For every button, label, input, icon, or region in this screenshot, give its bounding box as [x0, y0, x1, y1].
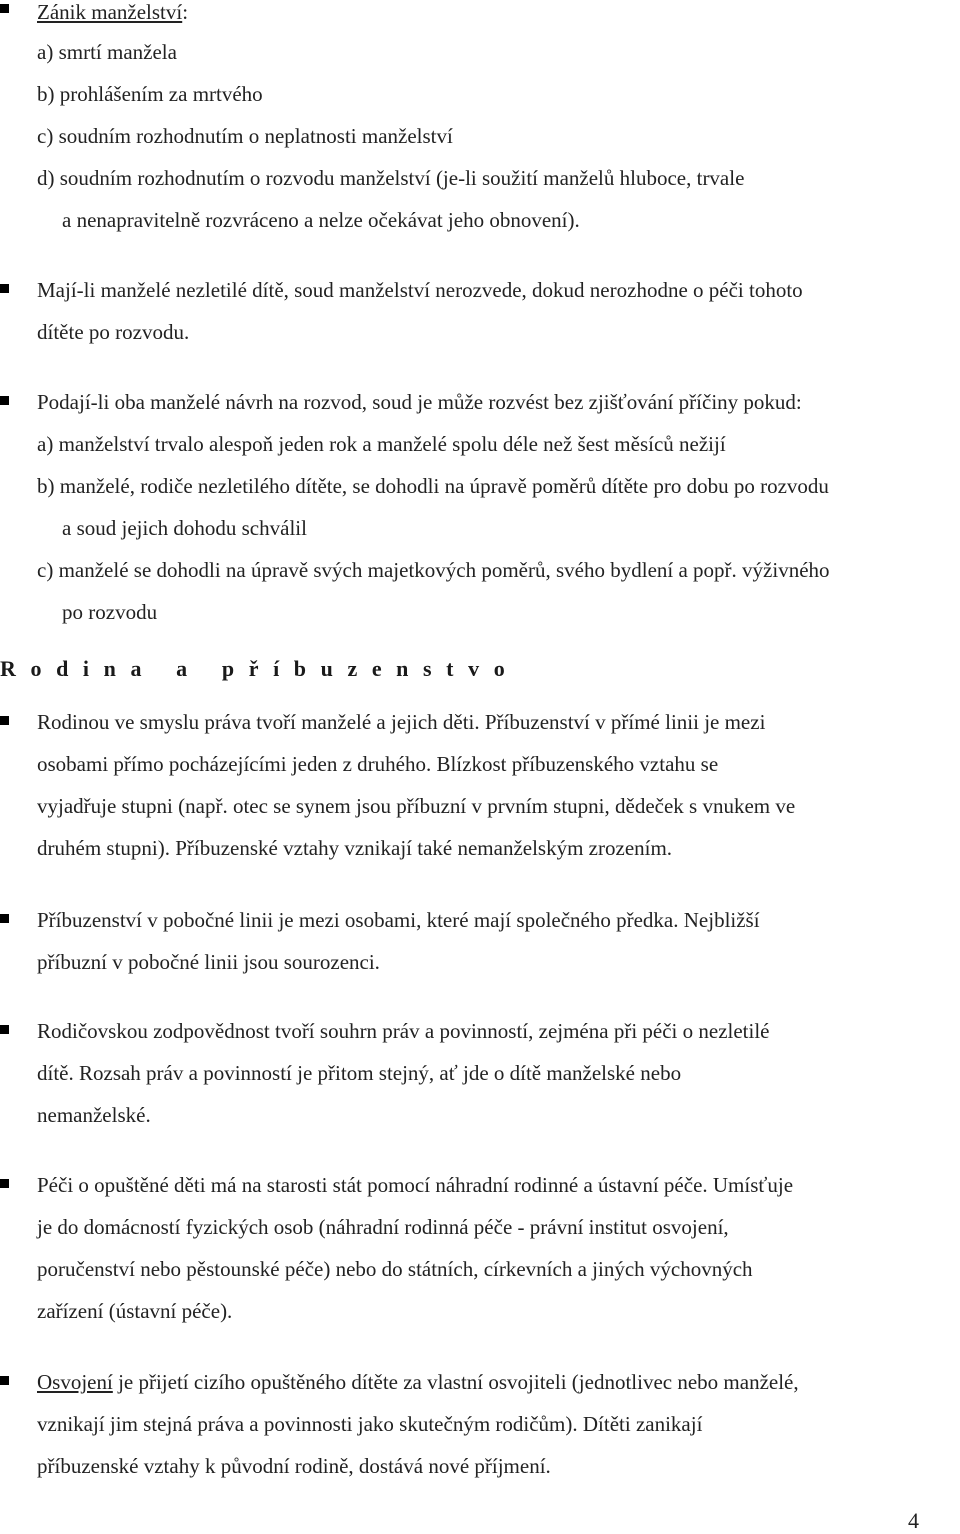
- adoption-term: Osvojení: [37, 1370, 113, 1394]
- paragraph-line: poručenství nebo pěstounské péče) nebo do státních, církevních a jiných výchovných: [37, 1257, 753, 1281]
- paragraph-line: vznikají jim stejná práva a povinnosti jako skutečným rodičům). Dítěti zanikají: [37, 1412, 703, 1436]
- marriage-end-item: d) soudním rozhodnutím o rozvodu manželství (je-li soužití manželů hluboce, trvale: [37, 166, 745, 190]
- adoption-first-line-text: je přijetí cizího opuštěného dítěte za vlastní osvojiteli (jednotlivec nebo manželé,: [112, 1370, 799, 1394]
- paragraph-line: vyjadřuje stupni (např. otec se synem jsou příbuzní v prvním stupni, dědeček s vnukem ve: [37, 794, 796, 818]
- marriage-end-item-continuation: a nenapravitelně rozvráceno a nelze očekávat jeho obnovení).: [62, 208, 580, 232]
- joint-petition-condition: c) manželé se dohodli na úpravě svých majetkových poměrů, svého bydlení a popř. výživného: [37, 558, 830, 582]
- paragraph-line: příbuzenské vztahy k původní rodině, dostává nové příjmení.: [37, 1454, 551, 1478]
- joint-petition-condition: a) manželství trvalo alespoň jeden rok a manželé spolu déle než šest měsíců nežijí: [37, 432, 726, 456]
- paragraph-line: osobami přímo pocházejícími jeden z druhého. Blízkost příbuzenského vztahu se: [37, 752, 719, 776]
- joint-petition-condition-continuation: po rozvodu: [62, 600, 158, 624]
- marriage-end-title-line: [37, 0, 188, 24]
- page-number: 4: [908, 1508, 919, 1533]
- bullet-icon: [0, 284, 9, 293]
- paragraph-line: Péči o opuštěné děti má na starosti stát pomocí náhradní rodinné a ústavní péče. Umísťuje: [37, 1173, 794, 1197]
- joint-petition-condition: b) manželé, rodiče nezletilého dítěte, se dohodli na úpravě poměrů dítěte pro dobu po rozvodu: [37, 474, 829, 498]
- marriage-end-item: b) prohlášením za mrtvého: [37, 82, 263, 106]
- section-heading: Rodina a příbuzenstvo: [0, 656, 520, 681]
- bullet-icon: [0, 396, 9, 405]
- paragraph-line: Příbuzenství v pobočné linii je mezi osobami, které mají společného předka. Nejbližší: [37, 908, 760, 932]
- bullet-icon: [0, 716, 9, 725]
- paragraph-line: druhém stupni). Příbuzenské vztahy vznikají také nemanželským zrozením.: [37, 836, 673, 860]
- bullet-icon: [0, 1179, 9, 1188]
- paragraph-line: Mají-li manželé nezletilé dítě, soud manželství nerozvede, dokud nerozhodne o péči tohoto: [37, 278, 803, 302]
- marriage-end-title: Zánik manželství: [37, 0, 183, 24]
- marriage-end-title-colon: :: [182, 0, 189, 24]
- paragraph-line: dítěte po rozvodu.: [37, 320, 190, 344]
- joint-petition-intro: Podají-li oba manželé návrh na rozvod, soud je může rozvést bez zjišťování příčiny pokud:: [37, 390, 802, 414]
- bullet-icon: [0, 1376, 9, 1385]
- paragraph-line: dítě. Rozsah práv a povinností je přitom stejný, ať jde o dítě manželské nebo: [37, 1061, 682, 1085]
- paragraph-line: je do domácností fyzických osob (náhradní rodinná péče - právní institut osvojení,: [37, 1215, 729, 1239]
- paragraph-line: Rodinou ve smyslu práva tvoří manželé a jejich děti. Příbuzenství v přímé linii je mezi: [37, 710, 766, 734]
- marriage-end-item: c) soudním rozhodnutím o neplatnosti manželství: [37, 124, 453, 148]
- joint-petition-condition-continuation: a soud jejich dohodu schválil: [62, 516, 307, 540]
- paragraph-line: Rodičovskou zodpovědnost tvoří souhrn práv a povinností, zejména při péči o nezletilé: [37, 1019, 770, 1043]
- adoption-first-line: [37, 1370, 799, 1394]
- paragraph-line: příbuzní v pobočné linii jsou sourozenci.: [37, 950, 380, 974]
- marriage-end-item: a) smrtí manžela: [37, 40, 177, 64]
- paragraph-line: zařízení (ústavní péče).: [37, 1299, 233, 1323]
- bullet-icon: [0, 4, 9, 13]
- bullet-icon: [0, 914, 9, 923]
- bullet-icon: [0, 1025, 9, 1034]
- paragraph-line: nemanželské.: [37, 1103, 151, 1127]
